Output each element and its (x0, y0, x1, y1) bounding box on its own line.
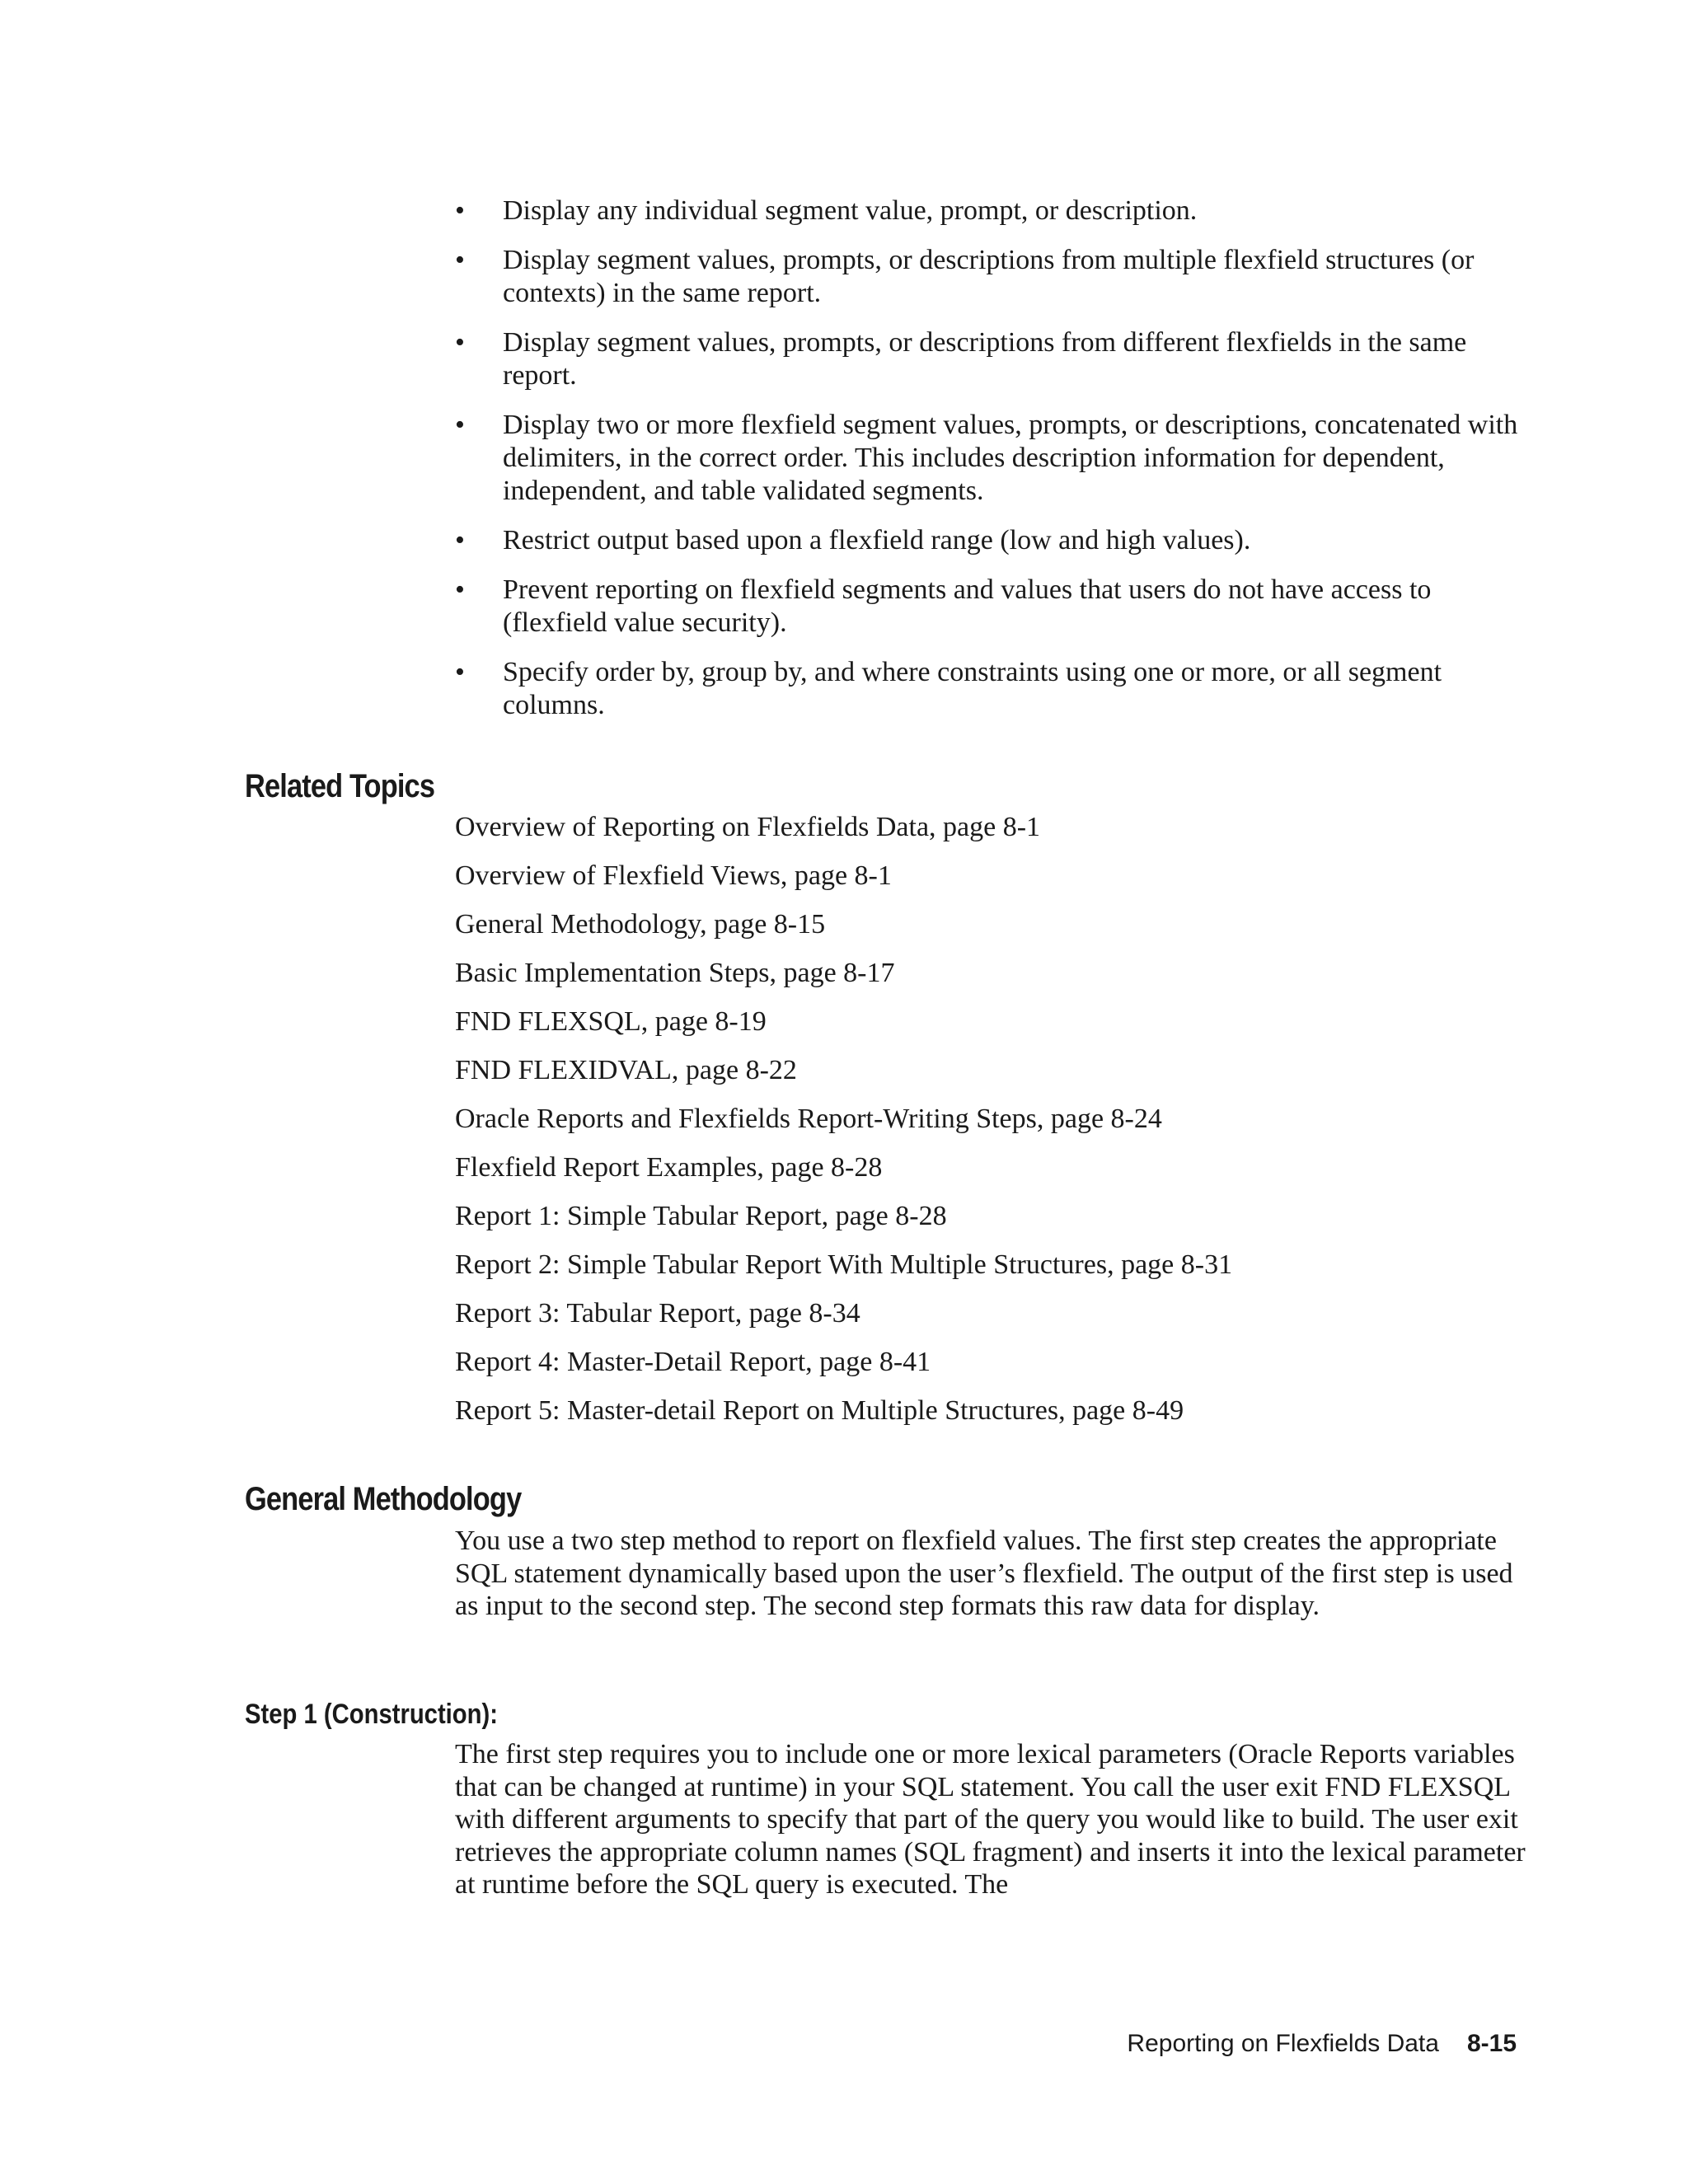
bullet-text: Display any individual segment value, prompt, or description. (503, 195, 1198, 226)
general-methodology-paragraph: You use a two step method to report on flexfield values. The first step creates the appropriate SQL statement dynamically based upon the user’s flexfield. The output of the first step is used as input to the second step. The second step formats this raw data for display. (455, 1526, 1513, 1621)
related-topic-link[interactable]: Report 4: Master-Detail Report, page 8-41 (455, 1347, 931, 1377)
footer-page-number: 8-15 (1466, 2030, 1517, 2057)
bullet-text: Display segment values, prompts, or descriptions from multiple flexfield structures (or contexts) in the same report. (503, 245, 1475, 308)
bullet-item (455, 524, 1526, 557)
general-methodology-heading: General Methodology (245, 1481, 522, 1517)
step1-heading: Step 1 (Construction): (245, 1699, 499, 1730)
related-topic-link[interactable]: Report 1: Simple Tabular Report, page 8-28 (455, 1201, 947, 1231)
related-topic-link[interactable]: General Methodology, page 8-15 (455, 909, 826, 940)
related-topic-link[interactable]: Flexfield Report Examples, page 8-28 (455, 1152, 883, 1183)
related-topic-link[interactable]: Oracle Reports and Flexfields Report-Writing Steps, page 8-24 (455, 1104, 1162, 1134)
bullet-glyph: • (455, 657, 465, 687)
bullet-glyph: • (455, 195, 465, 226)
bullet-item (455, 244, 1526, 310)
bullet-item (455, 194, 1526, 227)
bullet-text: Display segment values, prompts, or descriptions from different flexfields in the same report. (503, 327, 1467, 391)
bullet-glyph: • (455, 245, 465, 275)
related-topic-link[interactable]: Basic Implementation Steps, page 8-17 (455, 958, 895, 988)
related-topics-heading: Related Topics (245, 768, 435, 804)
bullet-text: Display two or more flexfield segment values, prompts, or descriptions, concatenated with delimiters, in the correct order. This includes description information for dependent, independent, and table validated segments. (503, 410, 1518, 506)
related-topic-link[interactable]: Report 5: Master-detail Report on Multiple Structures, page 8-49 (455, 1395, 1184, 1426)
page-footer (1127, 2029, 1517, 2059)
bullet-item (455, 574, 1526, 640)
bullet-glyph: • (455, 327, 465, 358)
related-topic-link[interactable]: FND FLEXSQL, page 8-19 (455, 1006, 767, 1037)
bullet-item (455, 409, 1526, 508)
bullet-text: Specify order by, group by, and where constraints using one or more, or all segment columns. (503, 657, 1442, 720)
related-topic-link[interactable]: FND FLEXIDVAL, page 8-22 (455, 1055, 797, 1085)
footer-chapter-title: Reporting on Flexfields Data (1127, 2030, 1439, 2057)
bullet-glyph: • (455, 410, 465, 440)
bullet-item (455, 326, 1526, 392)
related-topic-link[interactable]: Report 3: Tabular Report, page 8-34 (455, 1298, 860, 1329)
bullet-glyph: • (455, 525, 465, 555)
related-topic-link[interactable]: Overview of Flexfield Views, page 8-1 (455, 860, 892, 891)
feature-bullet-list (455, 194, 1526, 738)
related-topic-link[interactable]: Report 2: Simple Tabular Report With Multiple Structures, page 8-31 (455, 1249, 1233, 1280)
related-topic-link[interactable]: Overview of Reporting on Flexfields Data, page 8-1 (455, 812, 1041, 842)
bullet-text: Prevent reporting on flexfield segments and values that users do not have access to (flexfield value security). (503, 574, 1432, 638)
bullet-text: Restrict output based upon a flexfield range (low and high values). (503, 525, 1251, 555)
bullet-item (455, 656, 1526, 722)
step1-paragraph: The first step requires you to include one or more lexical parameters (Oracle Reports variables that can be changed at runtime) in your SQL statement. You call the user exit FND FLEXSQL with different arguments to specify that part of the query you would like to build. The user exit retrieves the appropriate column names (SQL fragment) and inserts it into the lexical parameter at runtime before the SQL query is executed. The (455, 1739, 1526, 1900)
bullet-glyph: • (455, 574, 465, 605)
related-topics-list (455, 811, 1526, 1443)
